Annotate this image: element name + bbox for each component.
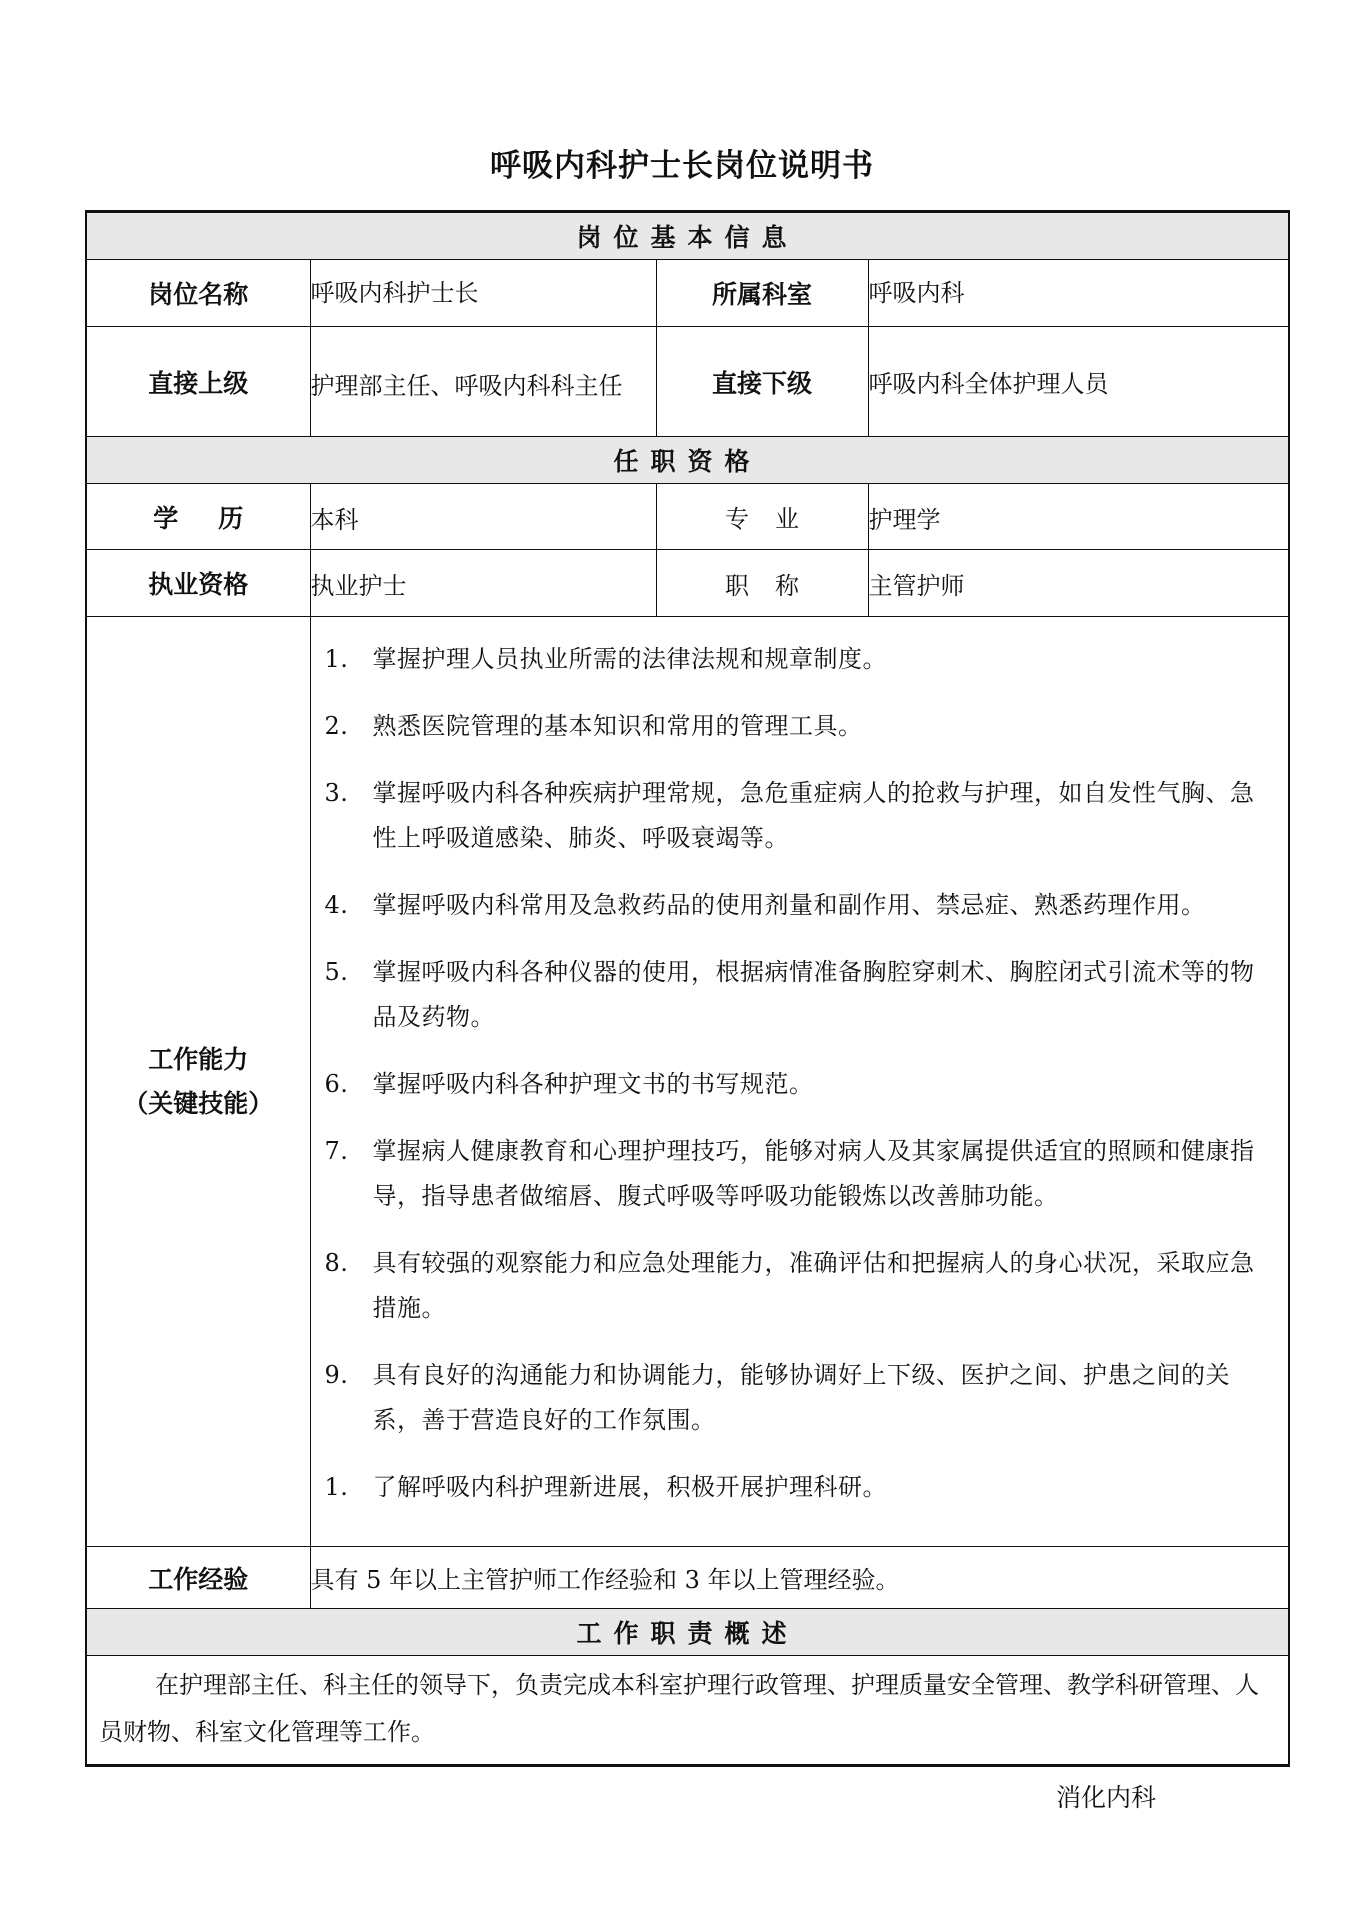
major-label: 专业 xyxy=(725,505,825,533)
ability-sublabel: （关键技能） xyxy=(123,1088,274,1118)
skill-text: 熟悉医院管理的基本知识和常用的管理工具。 xyxy=(372,712,863,740)
section-header-duty-summary: 工作职责概述 xyxy=(86,1609,1289,1656)
skill-item xyxy=(325,1129,1279,1219)
ability-content xyxy=(310,617,1289,1547)
skill-text: 掌握呼吸内科各种护理文书的书写规范。 xyxy=(372,1070,814,1098)
row-experience xyxy=(86,1547,1289,1609)
skill-text: 掌握呼吸内科各种仪器的使用，根据病情准备胸腔穿刺术、胸腔闭式引流术等的物品及药物。 xyxy=(372,958,1255,1031)
row-ability xyxy=(86,617,1289,1547)
skill-number: 2. xyxy=(324,712,349,740)
rank-label: 职称 xyxy=(725,571,825,600)
rank-value: 主管护师 xyxy=(868,550,1289,617)
experience-value: 具有 5 年以上主管护师工作经验和 3 年以上管理经验。 xyxy=(310,1547,1289,1609)
skill-number: 1. xyxy=(324,1473,349,1501)
skill-number: 6. xyxy=(324,1070,349,1098)
skill-text: 具有较强的观察能力和应急处理能力，准确评估和把握病人的身心状况，采取应急措施。 xyxy=(372,1249,1255,1322)
section-row-qualification xyxy=(86,437,1289,484)
education-label: 学历 xyxy=(153,503,284,533)
row-reporting xyxy=(86,327,1289,437)
ability-label-cell xyxy=(86,617,310,1547)
skill-item xyxy=(325,883,1279,928)
skill-text: 掌握护理人员执业所需的法律法规和规章制度。 xyxy=(372,645,887,673)
section-header-basic-info: 岗位基本信息 xyxy=(86,212,1289,260)
job-description-table xyxy=(85,210,1290,1767)
subordinate-label: 直接下级 xyxy=(656,327,868,437)
duty-summary-text: 在护理部主任、科主任的领导下，负责完成本科室护理行政管理、护理质量安全管理、教学科研管理、人员财物、科室文化管理等工作。 xyxy=(99,1671,1259,1746)
row-education xyxy=(86,484,1289,550)
skill-number: 8. xyxy=(324,1249,349,1277)
skill-text: 掌握呼吸内科常用及急救药品的使用剂量和副作用、禁忌症、熟悉药理作用。 xyxy=(372,891,1206,919)
major-value: 护理学 xyxy=(868,484,1289,550)
skill-number: 1. xyxy=(324,645,349,673)
department-label: 所属科室 xyxy=(656,260,868,327)
section-row-basic xyxy=(86,212,1289,260)
superior-label: 直接上级 xyxy=(86,327,310,437)
skill-item xyxy=(325,637,1279,682)
skill-text: 掌握病人健康教育和心理护理技巧，能够对病人及其家属提供适宜的照顾和健康指导，指导患者做缩唇、腹式呼吸等呼吸功能锻炼以改善肺功能。 xyxy=(372,1137,1255,1210)
section-header-qualification: 任职资格 xyxy=(86,437,1289,484)
row-duty-summary xyxy=(86,1656,1289,1766)
row-position xyxy=(86,260,1289,327)
skill-item xyxy=(325,950,1279,1040)
page-title: 呼吸内科护士长岗位说明书 xyxy=(490,148,874,184)
license-value: 执业护士 xyxy=(310,550,656,617)
skill-number: 9. xyxy=(324,1361,349,1389)
skill-item xyxy=(325,1062,1279,1107)
skill-number: 3. xyxy=(324,779,349,807)
ability-label: 工作能力 xyxy=(148,1044,249,1074)
skill-text: 掌握呼吸内科各种疾病护理常规，急危重症病人的抢救与护理，如自发性气胸、急性上呼吸道感染、肺炎、呼吸衰竭等。 xyxy=(372,779,1255,852)
experience-label: 工作经验 xyxy=(86,1547,310,1609)
position-name-value: 呼吸内科护士长 xyxy=(310,260,656,327)
skill-number: 5. xyxy=(324,958,349,986)
skill-item xyxy=(325,1353,1279,1443)
subordinate-value: 呼吸内科全体护理人员 xyxy=(868,327,1289,437)
skill-text: 了解呼吸内科护理新进展，积极开展护理科研。 xyxy=(372,1473,887,1501)
department-value: 呼吸内科 xyxy=(868,260,1289,327)
skill-item xyxy=(325,1241,1279,1331)
skill-number: 4. xyxy=(324,891,349,919)
section-row-duty xyxy=(86,1609,1289,1656)
row-license xyxy=(86,550,1289,617)
education-value: 本科 xyxy=(310,484,656,550)
skill-item xyxy=(325,771,1279,861)
position-name-label: 岗位名称 xyxy=(86,260,310,327)
skill-text: 具有良好的沟通能力和协调能力，能够协调好上下级、医护之间、护患之间的关系，善于营造良好的工作氛围。 xyxy=(372,1361,1230,1434)
skill-number: 7. xyxy=(324,1137,349,1165)
superior-value: 护理部主任、呼吸内科科主任 xyxy=(310,327,656,437)
skills-list xyxy=(311,617,1289,1546)
skill-item xyxy=(325,704,1279,749)
skill-item xyxy=(325,1465,1279,1510)
footer-note: 消化内科 xyxy=(1056,1783,1157,1812)
license-label: 执业资格 xyxy=(86,550,310,617)
